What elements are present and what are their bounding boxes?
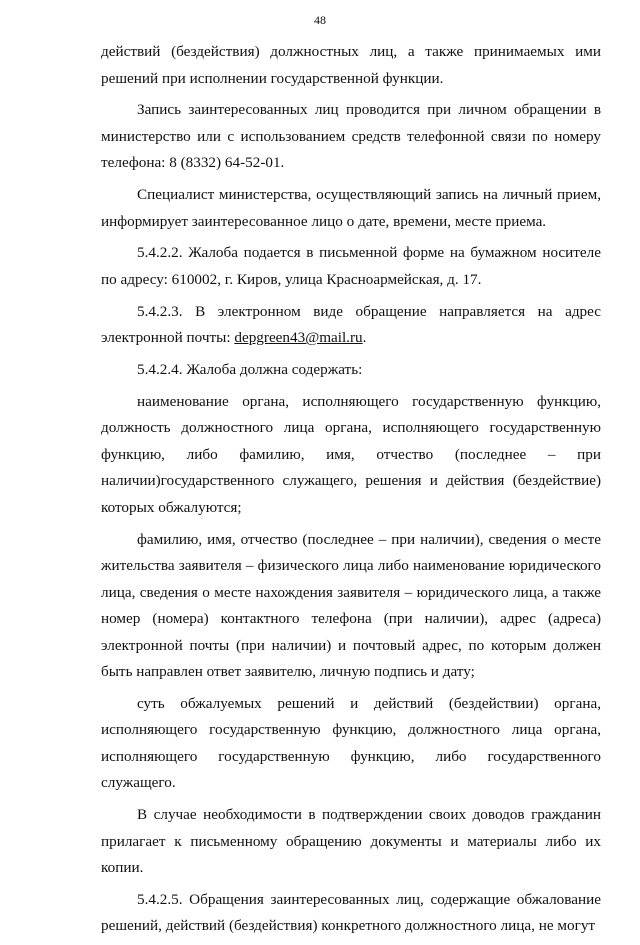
email-paragraph-text: 5.4.2.3. В электронном виде обращение направляется на адрес электронной почты: [101, 302, 601, 347]
paragraph: суть обжалуемых решений и действий (бездействии) органа, исполняющего государственную функцию, должностного лица органа, исполняющего государственную функцию, либо государственного служащего. [101, 694, 601, 792]
paragraph: 5.4.2.4. Жалоба должна содержать: [137, 360, 363, 378]
paragraph: Специалист министерства, осуществляющий запись на личный прием, информирует заинтересованное лицо о дате, времени, месте приема. [101, 186, 601, 230]
email-paragraph [101, 299, 601, 352]
paragraph: 5.4.2.2. Жалоба подается в письменной форме на бумажном носителе по адресу: 610002, г. Киров, улица Красноармейская, д. 17. [101, 244, 601, 288]
paragraph: 5.4.2.5. Обращения заинтересованных лиц, содержащие обжалование решений, действий (бездействия) конкретного должностного лица, не могут [101, 890, 601, 935]
paragraph: фамилию, имя, отчество (последнее – при наличии), сведения о месте жительства заявителя – физического лица либо наименование юридического лица, сведения о месте нахождения заявителя – юридического лица, а также номер (номера) контактного телефона (при наличии), адрес (адреса) электронной почты (при наличии) и почтовый адрес, по которым должен быть направлен ответ заявителю, личную подпись и дату; [101, 530, 601, 681]
document-body [101, 39, 601, 945]
page-number: 48 [314, 13, 326, 27]
email-link[interactable]: depgreen43@mail.ru [234, 329, 363, 347]
paragraph: Запись заинтересованных лиц проводится при личном обращении в министерство или с использованием средств телефонной связи по номеру телефона: 8 (8332) 64-52-01. [101, 101, 601, 172]
paragraph: наименование органа, исполняющего государственную функцию, должность должностного лица органа, исполняющего государственную функцию, либо фамилию, имя, отчество (последнее – при наличии)государственного служащего, решения и действия (бездействие) которых обжалуются; [101, 392, 601, 516]
paragraph: действий (бездействия) должностных лиц, а также принимаемых ими решений при исполнении государственной функции. [101, 43, 601, 87]
paragraph: В случае необходимости в подтверждении своих доводов гражданин прилагает к письменному обращению документы и материалы либо их копии. [101, 806, 601, 877]
email-paragraph-end: . [362, 329, 367, 347]
